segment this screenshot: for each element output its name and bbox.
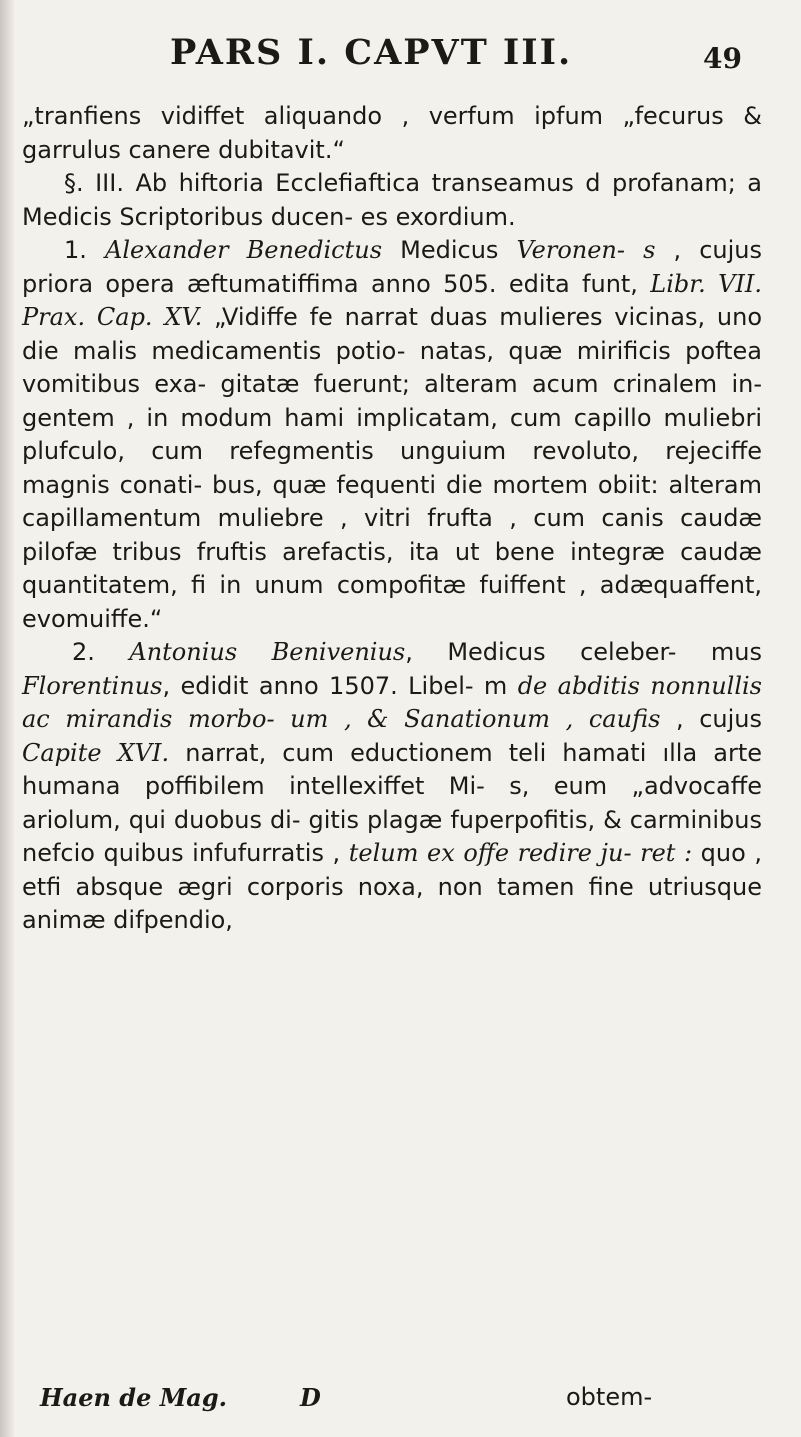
page-number: 49 — [703, 42, 742, 75]
page-header — [0, 32, 801, 82]
text-run: quo , etfi absque ægri corporis noxa, non tamen fine utriusque animæ difpendio, — [22, 839, 763, 934]
author-name: Antonius Benivenius — [129, 638, 406, 666]
text-run: Medicus — [382, 236, 517, 264]
catchword: obtem- — [566, 1383, 653, 1411]
paragraph-item-2 — [22, 636, 762, 938]
body-text — [22, 100, 762, 938]
running-head: PARS I. CAPVT III. — [170, 32, 573, 73]
book-title: de abditis nonnullis ac mirandis morbo- um , & Sanationum , caufis — [22, 671, 762, 733]
paragraph-section-iii: §. III. Ab hiftoria Ecclefiaftica transeamus d profanam; a Medicis Scriptoribus ducen- es exordium. — [22, 169, 762, 231]
page-gutter-shadow — [0, 0, 14, 1437]
signature-mark: D — [300, 1383, 321, 1412]
author-city: Veronen- s — [516, 236, 656, 264]
item-number: 1. — [64, 236, 87, 264]
paragraph-item-1 — [22, 234, 762, 636]
quoted-phrase: telum ex offe redire ju- ret : — [348, 839, 693, 867]
text-run: , edidit anno 1507. Libel- m — [162, 671, 518, 700]
text-run: , cujus — [660, 705, 762, 733]
paragraph-continuation: „tranfiens vidiffet aliquando , verfum ipfum „fecurus & garrulus canere dubitavit.“ — [22, 102, 762, 164]
author-city: Florentinus — [22, 671, 163, 700]
work-reference: Libr. VII. Prax. Cap. XV. — [22, 269, 762, 331]
chapter-reference: Capite XVI. — [22, 738, 170, 767]
text-run: , Medicus celeber- mus — [405, 638, 762, 666]
page-footer — [40, 1383, 760, 1423]
item-number: 2. — [72, 638, 95, 666]
footer-signature-reference: Haen de Mag. — [40, 1383, 227, 1412]
text-run: narrat, cum eductionem teli hamati ılla arte humana poffibilem intellexiffet Mi- s, eum „advocaffe ariolum, qui duobus di- gitis plagæ fuperpofitis, & carminibus nefcio quibus infufurratis , — [22, 738, 762, 867]
text-run: „Vidiffe fe narrat duas mulieres vicinas, uno die malis medicamentis potio- natas, quæ mirificis poftea vomitibus exa- gitatæ fuerunt; alteram acum crinalem in- gentem , in modum hami implicatam, cum capillo muliebri plufculo, cum refegmentis unguium revoluto, rejeciffe magnis conati- bus, quæ fequenti die mortem obiit: alteram capillamentum muliebre , vitri frufta , cum canis caudæ pilofæ tribus fruftis arefactis, ita ut bene integræ caudæ quantitatem, fi in unum compofitæ fuiffent , adæquaffent, evomuiffe.“ — [22, 303, 762, 633]
text-run: , cujus priora opera æftumatiffima anno 505. edita funt, — [22, 236, 762, 298]
author-name: Alexander Benedictus — [105, 236, 383, 264]
